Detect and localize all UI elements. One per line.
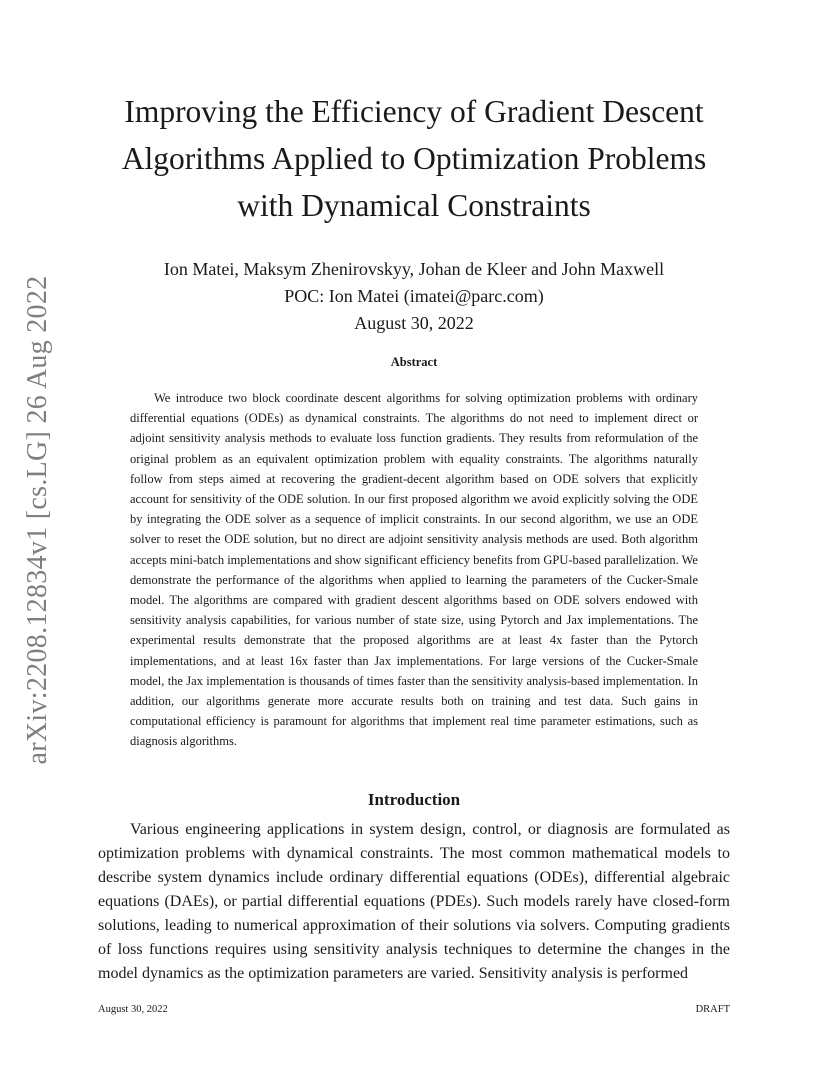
footer-date: August 30, 2022: [98, 1004, 168, 1015]
paper-date: August 30, 2022: [354, 313, 474, 333]
footer-status: DRAFT: [695, 1004, 730, 1015]
title-line: Algorithms Applied to Optimization Problems: [121, 141, 707, 176]
title-line: Improving the Efficiency of Gradient Descent: [124, 94, 704, 129]
arxiv-identifier: arXiv:2208.12834v1 [cs.LG] 26 Aug 2022: [22, 275, 53, 765]
point-of-contact: POC: Ion Matei (imatei@parc.com): [284, 286, 544, 306]
abstract-text: We introduce two block coordinate descent algorithms for solving optimization problems with ordinary differential equations (ODEs) as dynamical constraints. The algorithms do not need to implement direct or adjoint sensitivity analysis methods to evaluate loss function gradients. They results from reformulation of the original problem as an equivalent optimization problem with equality constraints. The algorithms naturally follow from steps aimed at recovering the gradient-decent algorithm based on ODE solvers that explicitly account for sensitivity of the ODE solution. In our first proposed algorithm we avoid explicitly solving the ODE by integrating the ODE solver as a sequence of implicit constraints. In our second algorithm, we use an ODE solver to reset the ODE solution, but no direct are adjoint sensitivity analysis methods are used. Both algorithm accepts mini-batch implementations and show significant efficiency benefits from GPU-based parallelization. We demonstrate the performance of the algorithms when applied to learning the parameters of the Cucker-Smale model. The algorithms are compared with gradient descent algorithms based on ODE solvers endowed with sensitivity analysis capabilities, for various number of state size, using Pytorch and Jax implementations. The experimental results demonstrate that the proposed algorithms are at least 4x faster than the Pytorch implementations, and at least 16x faster than Jax implementations. For large versions of the Cucker-Smale model, the Jax implementation is thousands of times faster than the sensitivity analysis-based implementation. In addition, our algorithms generate more accurate results both on training and test data. Such gains in computational efficiency is paramount for algorithms that implement real time parameter estimations, such as diagnosis algorithms.: [130, 391, 698, 749]
author-block: [100, 256, 728, 337]
section-heading-introduction: Introduction: [367, 790, 461, 809]
abstract-heading: Abstract: [390, 355, 438, 369]
introduction-paragraph: Various engineering applications in system design, control, or diagnosis are formulated as optimization problems with dynamical constraints. The most common mathematical models to describe system dynamics include ordinary differential equations (ODEs), differential algebraic equations (DAEs), or partial differential equations (PDEs). Such models rarely have closed-form solutions, leading to numerical approximation of their solutions via solvers. Computing gradients of loss functions requires using sensitivity analysis techniques to determine the changes in the model dynamics as the optimization parameters are varied. Sensitivity analysis is performed: [98, 821, 730, 982]
title-line: with Dynamical Constraints: [237, 188, 591, 223]
paper-title: [100, 88, 728, 229]
author-list: Ion Matei, Maksym Zhenirovskyy, Johan de Kleer and John Maxwell: [163, 259, 665, 279]
